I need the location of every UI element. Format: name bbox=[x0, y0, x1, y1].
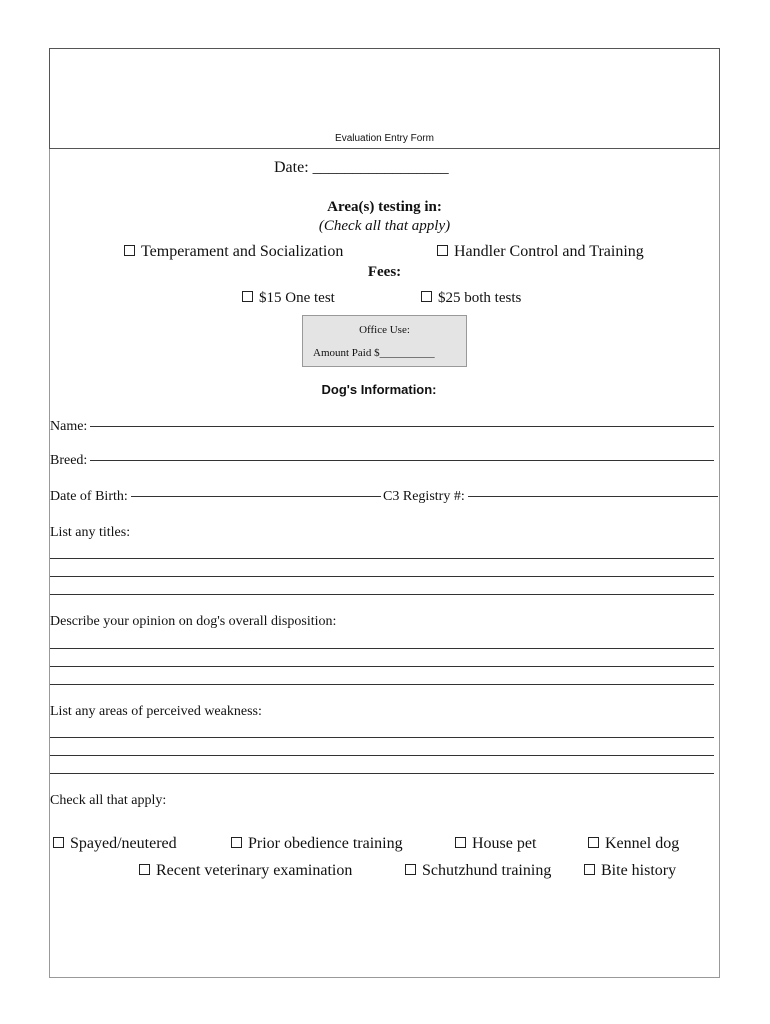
fee-option-both-tests[interactable] bbox=[421, 290, 521, 307]
titles-line[interactable] bbox=[50, 576, 714, 577]
titles-line[interactable] bbox=[50, 594, 714, 595]
areas-heading: Area(s) testing in: bbox=[327, 199, 442, 215]
breed-label: Breed: bbox=[50, 453, 88, 468]
area-option-label: Handler Control and Training bbox=[454, 243, 644, 260]
form-title: Evaluation Entry Form bbox=[335, 133, 434, 144]
amount-paid-label: Amount Paid $ bbox=[313, 347, 380, 359]
areas-subheading: (Check all that apply) bbox=[318, 218, 451, 234]
dob-label: Date of Birth: bbox=[50, 489, 128, 504]
office-use-label: Office Use: bbox=[359, 324, 410, 336]
checklist-heading: Check all that apply: bbox=[50, 793, 167, 808]
check-bite-history[interactable] bbox=[584, 862, 676, 880]
checkbox-icon[interactable] bbox=[455, 837, 466, 848]
area-option-temperament[interactable] bbox=[124, 243, 343, 261]
office-use-box bbox=[302, 315, 467, 367]
titles-label: List any titles: bbox=[50, 525, 131, 540]
fee-option-one-test[interactable] bbox=[242, 290, 335, 307]
check-label: Spayed/neutered bbox=[70, 835, 177, 852]
fee-option-label: $15 One test bbox=[259, 290, 335, 306]
checkbox-icon[interactable] bbox=[588, 837, 599, 848]
dob-registry-row[interactable] bbox=[50, 489, 718, 505]
area-option-handler[interactable] bbox=[437, 243, 644, 261]
check-vet-exam[interactable] bbox=[139, 862, 352, 880]
weakness-line[interactable] bbox=[50, 737, 714, 738]
check-label: Bite history bbox=[601, 862, 677, 879]
check-label: Kennel dog bbox=[605, 835, 680, 852]
checkbox-icon[interactable] bbox=[421, 291, 432, 302]
amount-paid-field[interactable] bbox=[313, 347, 435, 359]
registry-label: C3 Registry #: bbox=[383, 489, 465, 504]
checkbox-icon[interactable] bbox=[124, 245, 135, 256]
check-kennel-dog[interactable] bbox=[588, 835, 679, 853]
check-label: Recent veterinary examination bbox=[156, 862, 353, 879]
name-line[interactable] bbox=[90, 425, 714, 427]
fees-heading: Fees: bbox=[367, 264, 402, 280]
check-obedience[interactable] bbox=[231, 835, 403, 853]
amount-paid-line: __________ bbox=[379, 347, 435, 359]
check-house-pet[interactable] bbox=[455, 835, 536, 853]
weakness-line[interactable] bbox=[50, 755, 714, 756]
registry-line[interactable] bbox=[468, 495, 718, 497]
name-label: Name: bbox=[50, 419, 88, 434]
weakness-label: List any areas of perceived weakness: bbox=[50, 704, 262, 719]
date-field[interactable] bbox=[274, 159, 449, 177]
check-spayed[interactable] bbox=[53, 835, 177, 853]
fee-option-label: $25 both tests bbox=[438, 290, 522, 306]
check-label: House pet bbox=[472, 835, 537, 852]
checkbox-icon[interactable] bbox=[437, 245, 448, 256]
disposition-label: Describe your opinion on dog's overall disposition: bbox=[50, 614, 337, 629]
titles-line[interactable] bbox=[50, 558, 714, 559]
check-schutzhund[interactable] bbox=[405, 862, 551, 880]
name-field[interactable] bbox=[50, 419, 714, 435]
checkbox-icon[interactable] bbox=[53, 837, 64, 848]
disposition-line[interactable] bbox=[50, 684, 714, 685]
checkbox-icon[interactable] bbox=[584, 864, 595, 875]
area-option-label: Temperament and Socialization bbox=[141, 243, 344, 260]
checkbox-icon[interactable] bbox=[405, 864, 416, 875]
date-label: Date: bbox=[274, 159, 309, 176]
check-label: Prior obedience training bbox=[248, 835, 403, 852]
breed-line[interactable] bbox=[90, 459, 714, 461]
dog-info-heading: Dog's Information: bbox=[321, 382, 437, 397]
checkbox-icon[interactable] bbox=[231, 837, 242, 848]
checkbox-icon[interactable] bbox=[139, 864, 150, 875]
checkbox-icon[interactable] bbox=[242, 291, 253, 302]
disposition-line[interactable] bbox=[50, 666, 714, 667]
disposition-line[interactable] bbox=[50, 648, 714, 649]
breed-field[interactable] bbox=[50, 453, 714, 469]
dob-line[interactable] bbox=[131, 495, 381, 497]
weakness-line[interactable] bbox=[50, 773, 714, 774]
date-line: _________________ bbox=[312, 159, 449, 176]
check-label: Schutzhund training bbox=[422, 862, 552, 879]
